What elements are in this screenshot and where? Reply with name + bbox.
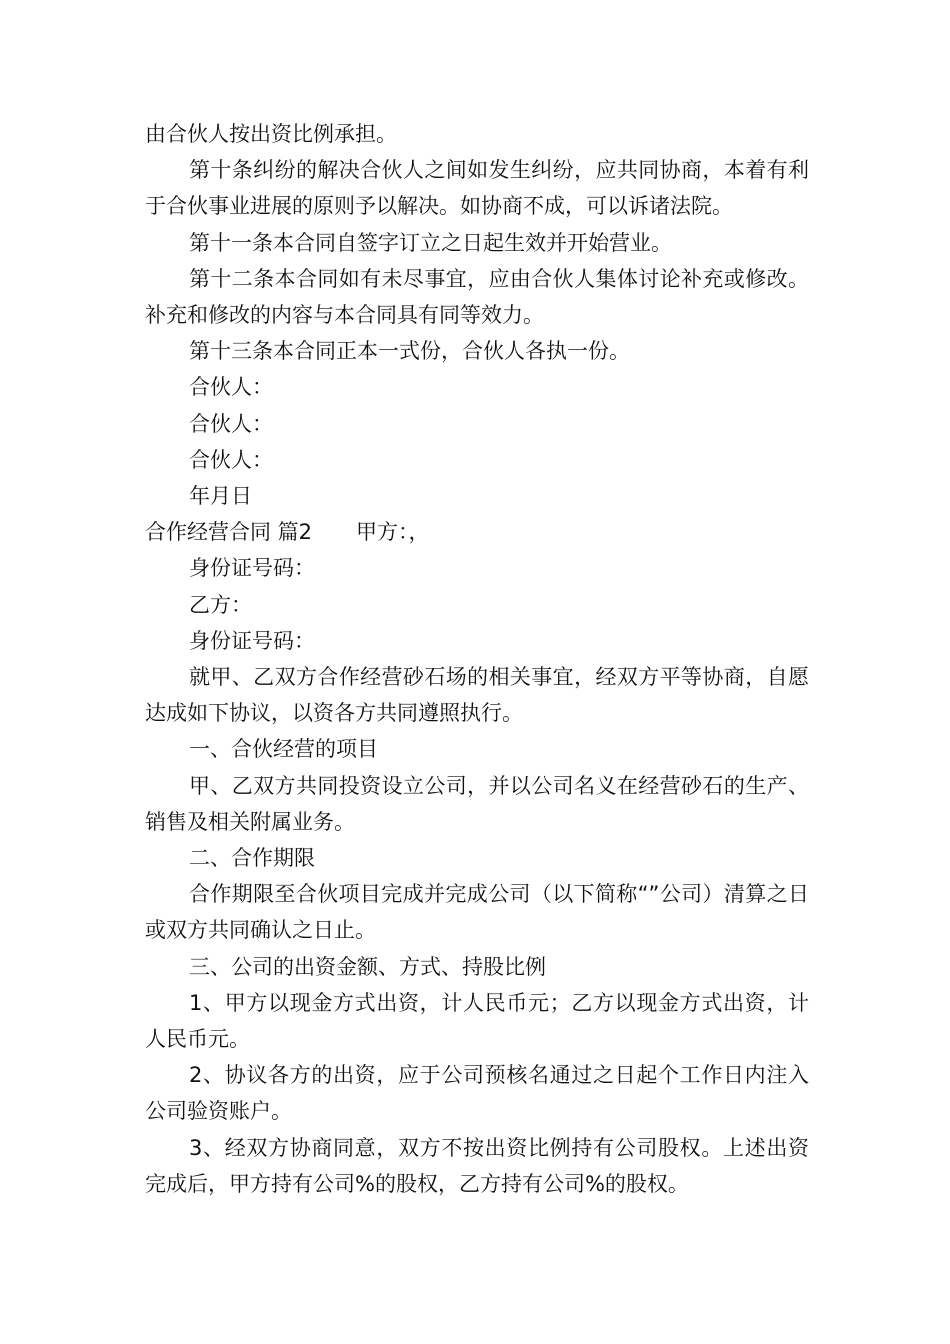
clause-heading-1: 一、合伙经营的项目 [189, 737, 378, 762]
signature-date: 年月日 [189, 484, 252, 509]
id-number-a: 身份证号码： [189, 556, 315, 581]
signature-partner-1: 合伙人： [189, 375, 273, 400]
signature-partner-2: 合伙人： [189, 411, 273, 436]
clause-heading-3: 三、公司的出资金额、方式、持股比例 [189, 954, 546, 979]
section-title: 合作经营合同 篇2 [145, 520, 313, 545]
paragraph-clause-1: 甲、乙双方共同投资设立公司，并以公司名义在经营砂石的生产、销售及相关附属业务。 [145, 773, 809, 834]
paragraph-article-13: 第十三条本合同正本一式份，合伙人各执一份。 [189, 339, 630, 364]
signature-partner-3: 合伙人： [189, 447, 273, 472]
document-body [145, 116, 809, 1202]
paragraph-clause-3-item-3: 3、经双方协商同意，双方不按出资比例持有公司股权。上述出资完成后，甲方持有公司%的股权，乙方持有公司%的股权。 [145, 1135, 809, 1196]
id-number-b: 身份证号码： [189, 628, 315, 653]
section-heading-line [145, 514, 809, 550]
paragraph-article-12: 第十二条本合同如有未尽事宜，应由合伙人集体讨论补充或修改。补充和修改的内容与本合同具有同等效力。 [145, 266, 809, 328]
paragraph-clause-3-item-2: 2、协议各方的出资，应于公司预核名通过之日起个工作日内注入公司验资账户。 [145, 1063, 809, 1124]
paragraph-article-10: 第十条纠纷的解决合伙人之间如发生纠纷，应共同协商，本着有利于合伙事业进展的原则予以解决。如协商不成，可以诉诸法院。 [145, 158, 809, 219]
paragraph-clause-2: 合作期限至合伙项目完成并完成公司（以下简称“”公司）清算之日或双方共同确认之日止。 [145, 882, 809, 943]
party-b-label: 乙方： [189, 592, 252, 617]
paragraph-clause-3-item-1: 1、甲方以现金方式出资，计人民币元；乙方以现金方式出资，计人民币元。 [145, 990, 809, 1052]
paragraph-preamble: 就甲、乙双方合作经营砂石场的相关事宜，经双方平等协商，自愿达成如下协议，以资各方共同遵照执行。 [145, 665, 809, 726]
party-a-label: 甲方：， [356, 520, 430, 545]
paragraph-article-11: 第十一条本合同自签字订立之日起生效并开始营业。 [189, 230, 672, 255]
clause-heading-2: 二、合作期限 [189, 846, 315, 871]
paragraph: 由合伙人按出资比例承担。 [145, 122, 397, 146]
